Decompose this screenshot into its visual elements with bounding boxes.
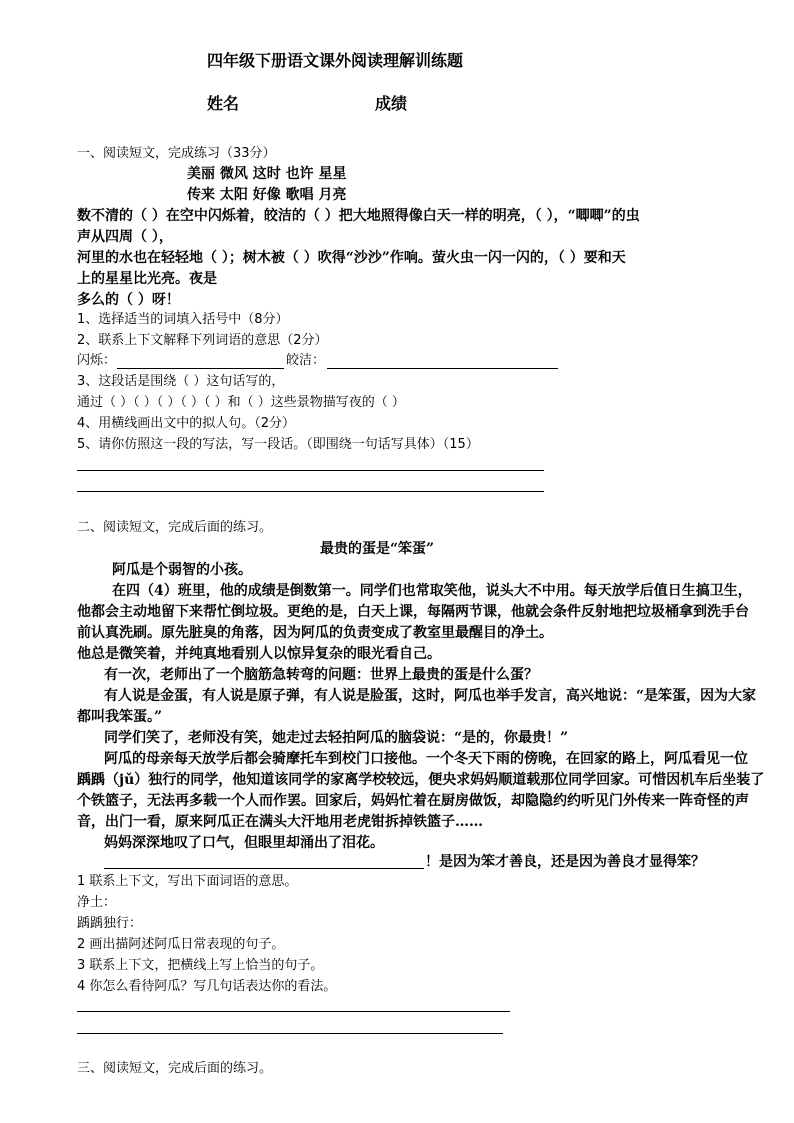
answer-line[interactable] bbox=[117, 368, 284, 369]
story-title: 最贵的蛋是“笨蛋” bbox=[320, 541, 435, 557]
name-label: 姓名 bbox=[207, 94, 240, 113]
story-line: 踽踽（jǔ）独行的同学，他知道该同学的家离学校较远，便央求妈妈顺道载那位同学回家。可惜因机车后坐装了 bbox=[77, 772, 765, 788]
question-2: 2、联系上下文解释下列词语的意思（2分） bbox=[77, 333, 328, 348]
q2-word-a: 闪烁： bbox=[77, 353, 117, 368]
story-line: 妈妈深深地叹了口气，但眼里却涌出了泪花。 bbox=[104, 835, 384, 851]
question-3: 3 联系上下文，把横线上写上恰当的句子。 bbox=[77, 958, 324, 973]
page-title: 四年级下册语文课外阅读理解训练题 bbox=[207, 51, 464, 70]
answer-line[interactable] bbox=[77, 470, 544, 471]
q1-word-a: 净土： bbox=[77, 895, 117, 910]
answer-line[interactable] bbox=[77, 491, 544, 492]
question-4: 4、用横线画出文中的拟人句。（2分） bbox=[77, 416, 296, 431]
q1-word-b: 踽踽独行： bbox=[77, 916, 143, 931]
answer-line[interactable] bbox=[77, 1033, 503, 1034]
section1-heading: 一、阅读短文，完成练习（33分） bbox=[77, 146, 276, 161]
story-line: ！是因为笨才善良，还是因为善良才显得笨？ bbox=[425, 854, 705, 870]
question-3a: 3、这段话是围绕（ ）这句话写的， bbox=[77, 374, 285, 389]
question-4: 4 你怎么看待阿瓜？写几句话表达你的看法。 bbox=[77, 979, 337, 994]
word-bank-row-2: 传来 太阳 好像 歌唱 月亮 bbox=[187, 187, 347, 203]
story-line: 阿瓜是个弱智的小孩。 bbox=[112, 562, 252, 578]
question-5: 5、请你仿照这一段的写法，写一段话。（即围绕一句话写具体）（15） bbox=[77, 437, 479, 452]
q2-word-b: 皎洁： bbox=[286, 353, 326, 368]
story-line: 前认真洗刷。原先脏臭的角落，因为阿瓜的负责变成了教室里最醒目的净土。 bbox=[77, 625, 553, 641]
fill-in-blank-line[interactable] bbox=[104, 868, 424, 869]
story-line: 有人说是金蛋，有人说是原子弹，有人说是脸蛋，这时，阿瓜也举手发言，高兴地说：“是笨蛋，因为大家 bbox=[104, 688, 757, 704]
story-line: 同学们笑了，老师没有笑，她走过去轻拍阿瓜的脑袋说：“是的，你最贵！” bbox=[104, 730, 569, 746]
story-line: 他总是微笑着，并纯真地看别人以惊异复杂的眼光看自己。 bbox=[77, 646, 441, 662]
question-1: 1、选择适当的词填入括号中（8分） bbox=[77, 312, 289, 327]
passage-line: 数不清的（ ）在空中闪烁着，皎洁的（ ）把大地照得像白天一样的明亮，（ ），“唧唧”的虫 bbox=[77, 208, 640, 224]
story-line: 他都会主动地留下来帮忙倒垃圾。更绝的是，白天上课，每隔两节课，他就会条件反射地把垃圾桶拿到洗手台 bbox=[77, 604, 749, 620]
score-label: 成绩 bbox=[375, 94, 408, 113]
story-line: 阿瓜的母亲每天放学后都会骑摩托车到校门口接他。一个冬天下雨的傍晚，在回家的路上，阿瓜看见一位 bbox=[104, 751, 748, 767]
question-2: 2 画出描阿述阿瓜日常表现的句子。 bbox=[77, 937, 285, 952]
word-bank-row-1: 美丽 微风 这时 也许 星星 bbox=[187, 166, 347, 182]
question-1: 1 联系上下文，写出下面词语的意思。 bbox=[77, 874, 298, 889]
story-line: 都叫我笨蛋。” bbox=[77, 709, 163, 725]
passage-line: 声从四周（ ）， bbox=[77, 229, 173, 245]
story-line: 个铁篮子，无法再多载一个人而作罢。回家后，妈妈忙着在厨房做饭，却隐隐约约听见门外传来一阵奇怪的声 bbox=[77, 793, 749, 809]
question-3b: 通过（ ）（ ）（ ）（ ）（ ）和（ ）这些景物描写夜的（ ） bbox=[77, 395, 405, 410]
story-line: 在四（4）班里，他的成绩是倒数第一。同学们也常取笑他，说头大不中用。每天放学后值日生搞卫生， bbox=[112, 583, 752, 599]
story-line: 音，出门一看，原来阿瓜正在满头大汗地用老虎钳拆掉铁篮子…… bbox=[77, 814, 483, 830]
section3-heading: 三、阅读短文，完成后面的练习。 bbox=[77, 1061, 273, 1076]
passage-line: 河里的水也在轻轻地（ ）；树木被（ ）吹得“沙沙”作响。萤火虫一闪一闪的，（ ）要和天 bbox=[77, 250, 626, 266]
answer-line[interactable] bbox=[77, 1011, 510, 1012]
section2-heading: 二、阅读短文，完成后面的练习。 bbox=[77, 520, 273, 535]
answer-line[interactable] bbox=[327, 368, 558, 369]
passage-line: 多么的（ ）呀！ bbox=[77, 292, 180, 308]
passage-line: 上的星星比光亮。夜是 bbox=[77, 271, 217, 287]
story-line: 有一次，老师出了一个脑筋急转弯的问题：世界上最贵的蛋是什么蛋？ bbox=[104, 667, 538, 683]
